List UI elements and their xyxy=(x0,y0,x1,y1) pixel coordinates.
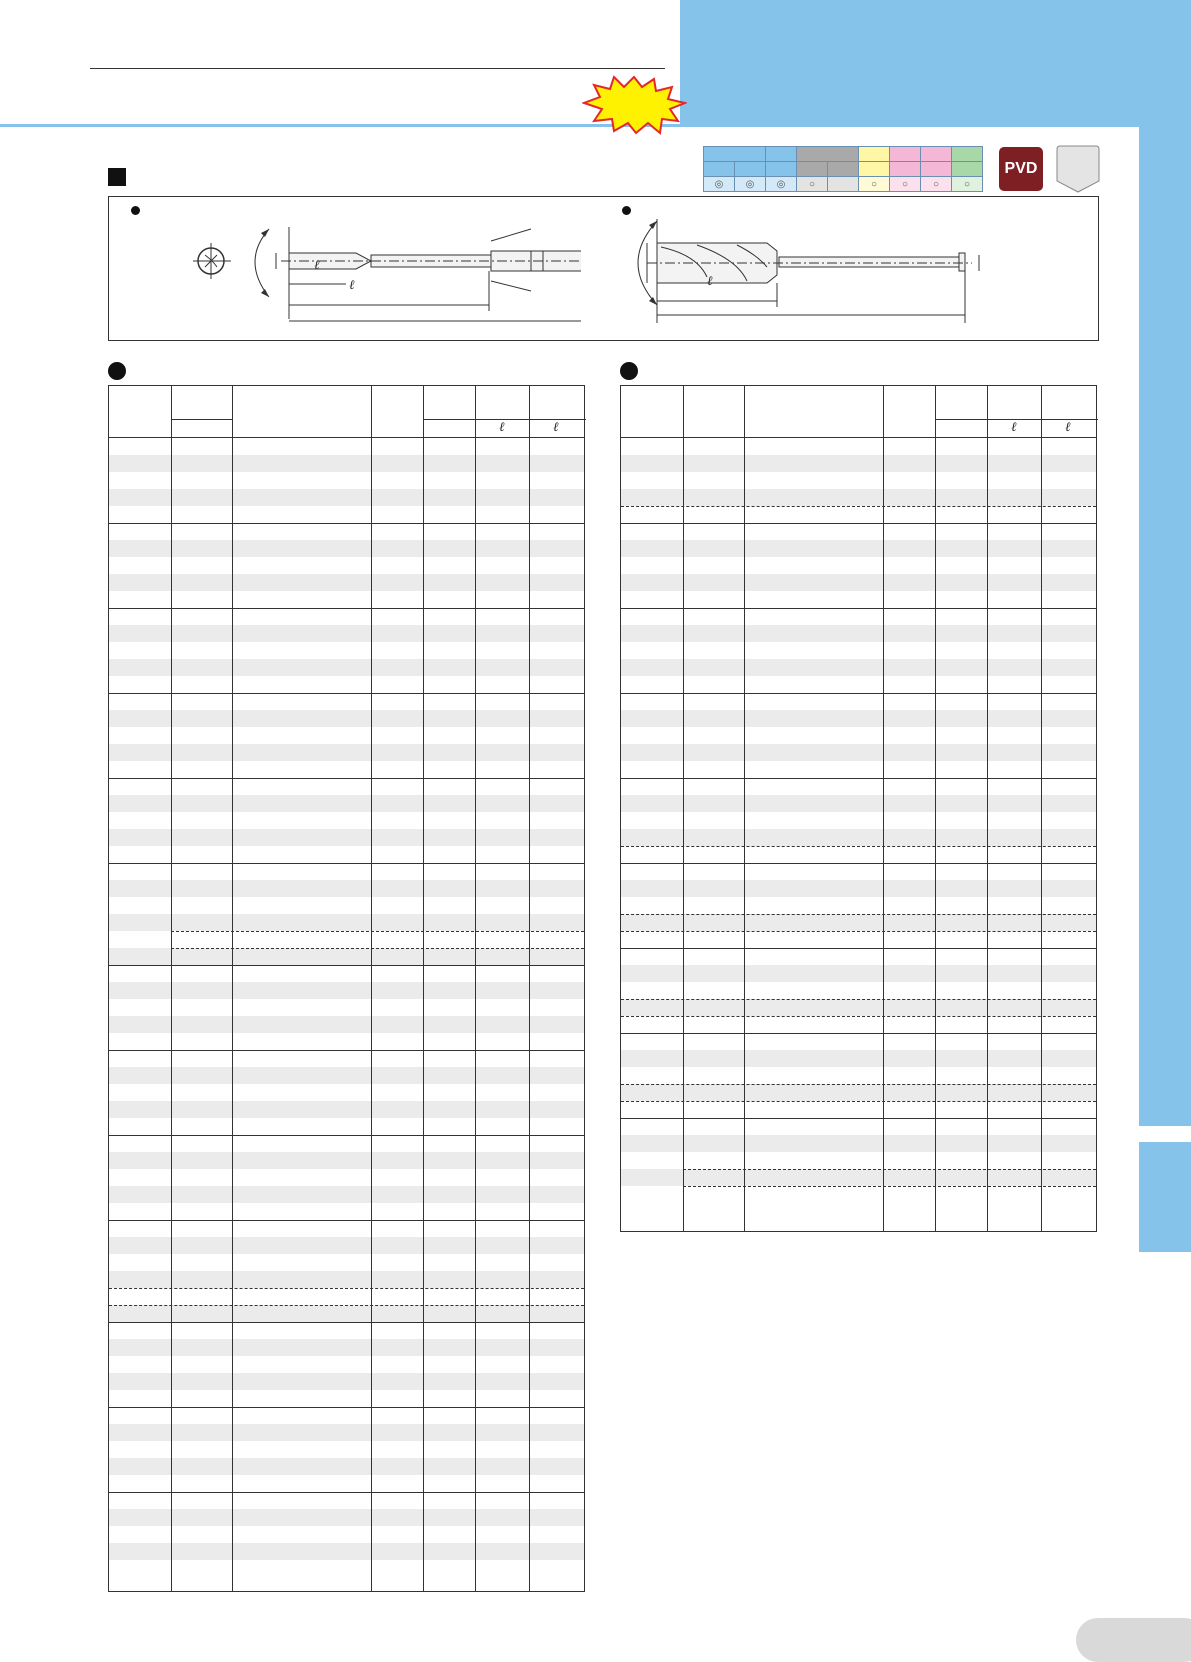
table-row xyxy=(621,931,1096,948)
table-bullet-left xyxy=(108,362,126,380)
group-rule xyxy=(621,863,1096,864)
row-dotted-rule xyxy=(621,1084,1096,1085)
table-row xyxy=(621,727,1096,744)
table-row xyxy=(109,1203,584,1220)
header-divider xyxy=(0,124,1140,127)
table-row xyxy=(621,625,1096,642)
table-row xyxy=(109,1152,584,1169)
header-subrule xyxy=(423,419,586,420)
table-row xyxy=(621,506,1096,523)
group-rule xyxy=(109,523,584,524)
legend-mark xyxy=(828,177,859,192)
legend-mark: ○ xyxy=(952,177,983,192)
table-row xyxy=(621,642,1096,659)
table-row xyxy=(109,1492,584,1509)
table-row xyxy=(109,1016,584,1033)
table-row xyxy=(109,778,584,795)
row-dotted-rule xyxy=(621,846,1096,847)
flute-length-label: ℓ xyxy=(314,258,320,273)
drill-diagram-1 xyxy=(191,217,581,332)
title-rule xyxy=(90,68,665,69)
table-row xyxy=(109,829,584,846)
table-row xyxy=(621,1169,1096,1186)
table-row xyxy=(621,1016,1096,1033)
group-rule xyxy=(109,1492,584,1493)
table-row xyxy=(109,727,584,744)
table-row xyxy=(109,897,584,914)
table-row xyxy=(109,659,584,676)
row-dotted-rule xyxy=(683,1186,1096,1187)
table-row xyxy=(109,591,584,608)
group-rule xyxy=(109,863,584,864)
body-length-label: ℓ xyxy=(349,278,355,293)
col-length-label: ℓ xyxy=(553,420,559,435)
column-divider xyxy=(232,386,233,1591)
table-row xyxy=(109,1118,584,1135)
table-row xyxy=(621,455,1096,472)
legend-mark: ○ xyxy=(859,177,890,192)
table-row xyxy=(109,1424,584,1441)
legend-mark: ◎ xyxy=(735,177,766,192)
header-subrule xyxy=(935,419,1098,420)
table-row xyxy=(109,608,584,625)
table-row xyxy=(109,1169,584,1186)
group-rule xyxy=(109,608,584,609)
row-dotted-rule xyxy=(621,931,1096,932)
table-row xyxy=(109,761,584,778)
column-divider xyxy=(371,386,372,1591)
table-row xyxy=(109,795,584,812)
group-rule xyxy=(621,693,1096,694)
group-rule xyxy=(109,693,584,694)
table-row xyxy=(109,710,584,727)
row-dotted-rule xyxy=(171,931,584,932)
table-row xyxy=(109,1526,584,1543)
group-rule xyxy=(621,1033,1096,1034)
table-row xyxy=(109,1543,584,1560)
row-dotted-rule xyxy=(109,1305,584,1306)
group-rule xyxy=(621,523,1096,524)
group-rule xyxy=(621,778,1096,779)
col-length-label: ℓ xyxy=(499,420,505,435)
group-rule xyxy=(109,1220,584,1221)
table-row xyxy=(109,1135,584,1152)
table-row xyxy=(109,1356,584,1373)
table-row xyxy=(621,1152,1096,1169)
table-row xyxy=(109,1390,584,1407)
column-divider xyxy=(1041,386,1042,1231)
table-row xyxy=(109,1050,584,1067)
column-divider xyxy=(987,386,988,1231)
table-row xyxy=(621,829,1096,846)
table-row xyxy=(109,1067,584,1084)
table-row xyxy=(109,812,584,829)
table-row xyxy=(621,1135,1096,1152)
table-row xyxy=(621,557,1096,574)
table-row xyxy=(621,591,1096,608)
table-row xyxy=(621,659,1096,676)
col-length-label: ℓ xyxy=(1011,420,1017,435)
table-row xyxy=(621,846,1096,863)
table-row xyxy=(109,676,584,693)
table-row xyxy=(109,1101,584,1118)
table-row xyxy=(621,472,1096,489)
material-legend xyxy=(703,146,983,192)
table-bullet-right xyxy=(620,362,638,380)
legend-mark: ○ xyxy=(890,177,921,192)
table-row xyxy=(109,965,584,982)
table-row xyxy=(109,982,584,999)
grade-badge xyxy=(1055,145,1101,193)
table-row xyxy=(621,693,1096,710)
table-row xyxy=(109,642,584,659)
table-row xyxy=(621,1101,1096,1118)
table-row xyxy=(621,761,1096,778)
table-row xyxy=(109,1560,584,1577)
section-marker xyxy=(108,168,126,186)
table-row xyxy=(109,438,584,455)
pvd-badge: PVD xyxy=(999,147,1043,191)
table-row xyxy=(621,540,1096,557)
legend-mark: ○ xyxy=(921,177,952,192)
group-rule xyxy=(109,1407,584,1408)
row-dotted-rule xyxy=(621,999,1096,1000)
table-row xyxy=(109,506,584,523)
table-row xyxy=(621,897,1096,914)
table-row xyxy=(621,778,1096,795)
drill-diagram-2 xyxy=(627,215,1087,335)
column-divider xyxy=(171,386,172,1591)
table-row xyxy=(621,812,1096,829)
column-divider xyxy=(883,386,884,1231)
header-rule xyxy=(109,437,584,438)
legend-mark: ◎ xyxy=(704,177,735,192)
table-row xyxy=(109,744,584,761)
table-row xyxy=(621,523,1096,540)
group-rule xyxy=(621,1118,1096,1119)
table-row xyxy=(621,1067,1096,1084)
table-row xyxy=(621,863,1096,880)
table-row xyxy=(109,625,584,642)
product-table-left xyxy=(108,385,585,1592)
column-divider xyxy=(744,386,745,1231)
table-row xyxy=(109,1339,584,1356)
table-row xyxy=(621,608,1096,625)
table-row xyxy=(109,880,584,897)
table-row xyxy=(109,948,584,965)
group-rule xyxy=(109,778,584,779)
group-rule xyxy=(621,948,1096,949)
group-rule xyxy=(621,608,1096,609)
side-tab-lower xyxy=(1139,1142,1191,1252)
table-row xyxy=(109,1407,584,1424)
column-divider xyxy=(423,386,424,1591)
table-row xyxy=(109,1033,584,1050)
table-row xyxy=(109,1254,584,1271)
table-row xyxy=(621,880,1096,897)
row-dotted-rule xyxy=(621,506,1096,507)
table-row xyxy=(109,846,584,863)
table-row xyxy=(109,472,584,489)
table-row xyxy=(109,540,584,557)
table-row xyxy=(621,1050,1096,1067)
row-dotted-rule xyxy=(621,1101,1096,1102)
table-row xyxy=(109,455,584,472)
legend-mark: ○ xyxy=(797,177,828,192)
table-row xyxy=(109,914,584,931)
table-row xyxy=(109,489,584,506)
legend-mark: ◎ xyxy=(766,177,797,192)
column-divider xyxy=(529,386,530,1591)
table-row xyxy=(621,795,1096,812)
row-dotted-rule xyxy=(621,914,1096,915)
table-row xyxy=(109,1186,584,1203)
table-row xyxy=(109,1305,584,1322)
table-row xyxy=(109,1237,584,1254)
table-row xyxy=(621,1033,1096,1050)
table-row xyxy=(109,1271,584,1288)
side-tab xyxy=(1139,126,1191,1126)
diagram-bullet-1 xyxy=(131,206,140,215)
row-dotted-rule xyxy=(109,1288,584,1289)
table-row xyxy=(109,523,584,540)
page-number-pill xyxy=(1076,1618,1191,1662)
row-dotted-rule xyxy=(621,1016,1096,1017)
table-row xyxy=(109,693,584,710)
table-row xyxy=(109,557,584,574)
group-rule xyxy=(109,1322,584,1323)
header-band xyxy=(680,0,1191,126)
group-rule xyxy=(109,965,584,966)
table-row xyxy=(109,999,584,1016)
table-row xyxy=(621,982,1096,999)
table-row xyxy=(109,1509,584,1526)
tool-diagram-box xyxy=(108,196,1099,341)
table-row xyxy=(621,1084,1096,1101)
new-burst-icon xyxy=(582,75,687,135)
table-row xyxy=(109,1373,584,1390)
column-divider xyxy=(475,386,476,1591)
table-row xyxy=(621,999,1096,1016)
table-row xyxy=(621,489,1096,506)
table-row xyxy=(109,1458,584,1475)
table-row xyxy=(109,1084,584,1101)
table-row xyxy=(109,1322,584,1339)
table-row xyxy=(621,965,1096,982)
column-divider xyxy=(935,386,936,1231)
header-rule xyxy=(621,437,1096,438)
table-row xyxy=(109,931,584,948)
product-table-right xyxy=(620,385,1097,1232)
group-rule xyxy=(109,1050,584,1051)
table-row xyxy=(621,1186,1096,1203)
table-row xyxy=(621,948,1096,965)
table-row xyxy=(109,1220,584,1237)
col-length-label: ℓ xyxy=(1065,420,1071,435)
table-row xyxy=(109,574,584,591)
table-row xyxy=(621,710,1096,727)
table-row xyxy=(621,676,1096,693)
row-dotted-rule xyxy=(683,1169,1096,1170)
table-row xyxy=(621,1118,1096,1135)
table-row xyxy=(621,438,1096,455)
row-dotted-rule xyxy=(171,948,584,949)
table-row xyxy=(109,1288,584,1305)
table-row xyxy=(621,744,1096,761)
diagram-bullet-2 xyxy=(622,206,631,215)
table-row xyxy=(109,1475,584,1492)
group-rule xyxy=(109,1135,584,1136)
table-row xyxy=(621,914,1096,931)
column-divider xyxy=(683,386,684,1231)
table-row xyxy=(109,1441,584,1458)
flute-length-label-2: ℓ xyxy=(707,274,713,289)
table-row xyxy=(621,574,1096,591)
header-subrule xyxy=(171,419,232,420)
table-row xyxy=(109,863,584,880)
